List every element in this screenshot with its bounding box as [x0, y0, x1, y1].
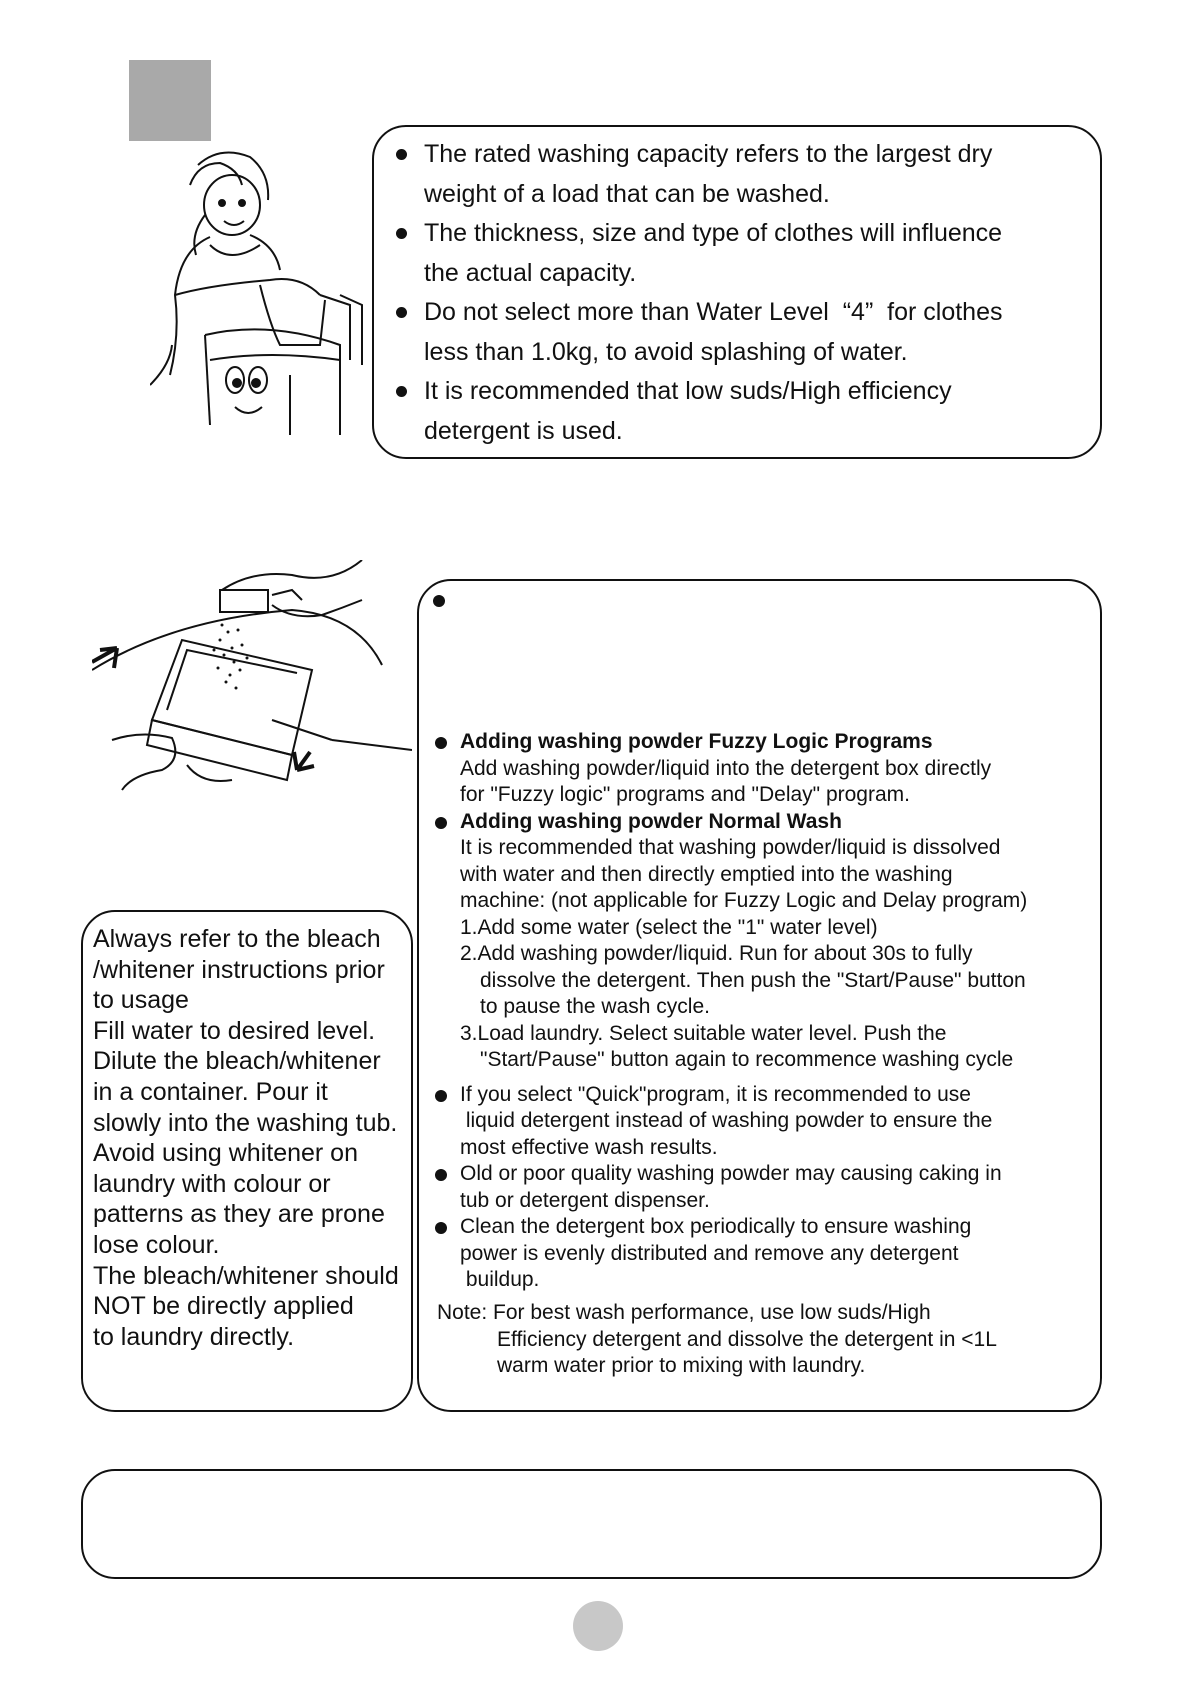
page-number-marker: [573, 1601, 623, 1651]
list-item: The thickness, size and type of clothes will influence the actual capacity.: [424, 214, 1084, 293]
list-item: Old or poor quality washing powder may causing caking in tub or detergent dispenser.: [460, 1161, 1100, 1214]
capacity-notes-box: [372, 125, 1102, 459]
list-item: The rated washing capacity refers to the largest dry weight of a load that can be washed.: [424, 135, 1084, 214]
list-item: Clean the detergent box periodically to ensure washing power is evenly distributed and remove any detergent buildup.: [460, 1214, 1100, 1294]
detergent-drawer-illustration: [92, 560, 412, 800]
woman-loading-washer-illustration: [150, 145, 365, 435]
note: Note: For best wash performance, use low suds/High Efficiency detergent and dissolve the detergent in <1L warm water prior to mixing with laundry.: [437, 1301, 997, 1377]
bottom-note-box: [81, 1469, 1102, 1579]
section-marker: [129, 60, 211, 141]
bleach-instructions-text: Always refer to the bleach /whitener instructions prior to usage Fill water to desired level. Dilute the bleach/whitener in a container. Pour it slowly into the washing tub. Avoid using whitener on laundry with colour or patterns as they are prone lose colour. The bleach/whitener should NOT be directly applied to laundry directly.: [93, 925, 399, 1351]
list-item: It is recommended that low suds/High efficiency detergent is used.: [424, 372, 1084, 451]
capacity-notes-list: [424, 135, 1084, 451]
list-item: Adding washing powder Normal Wash It is recommended that washing powder/liquid is dissolved with water and then directly emptied into the washing machine: (not applicable for Fuzzy Logic and Delay program) 1.Add some water (select the "1" water level) 2.Add washing powder/liquid. Run for about 30s to fully dissolve the detergent. Then push the "Start/Pause" button to pause the wash cycle. 3.Load laundry. Select suitable water level. Push the "Start/Pause" button again to recommence washing cycle: [460, 809, 1100, 1074]
detergent-instructions-box: [417, 579, 1102, 1412]
bullet-marker: [433, 595, 445, 607]
detergent-instructions-list: [460, 729, 1100, 1294]
list-item: Adding washing powder Fuzzy Logic Programs Add washing powder/liquid into the detergent box directly for "Fuzzy logic" programs and "Delay" program.: [460, 729, 1100, 809]
fuzzy-logic-heading: Adding washing powder Fuzzy Logic Programs: [460, 730, 933, 753]
normal-wash-heading: Adding washing powder Normal Wash: [460, 809, 842, 833]
list-item: If you select "Quick"program, it is recommended to use liquid detergent instead of washing powder to ensure the most effective wash results.: [460, 1082, 1100, 1162]
list-item: Do not select more than Water Level “4” for clothes less than 1.0kg, to avoid splashing of water.: [424, 293, 1084, 372]
bleach-instructions-box: [81, 910, 413, 1412]
normal-wash-steps: 1.Add some water (select the "1" water level) 2.Add washing powder/liquid. Run for about 30s to fully dissolve the detergent. Then push the "Start/Pause" button to pause the wash cycle. 3.Load laundry. Select suitable water level. Push the "Start/Pause" button again to recommence washing cycle: [460, 915, 1026, 1071]
